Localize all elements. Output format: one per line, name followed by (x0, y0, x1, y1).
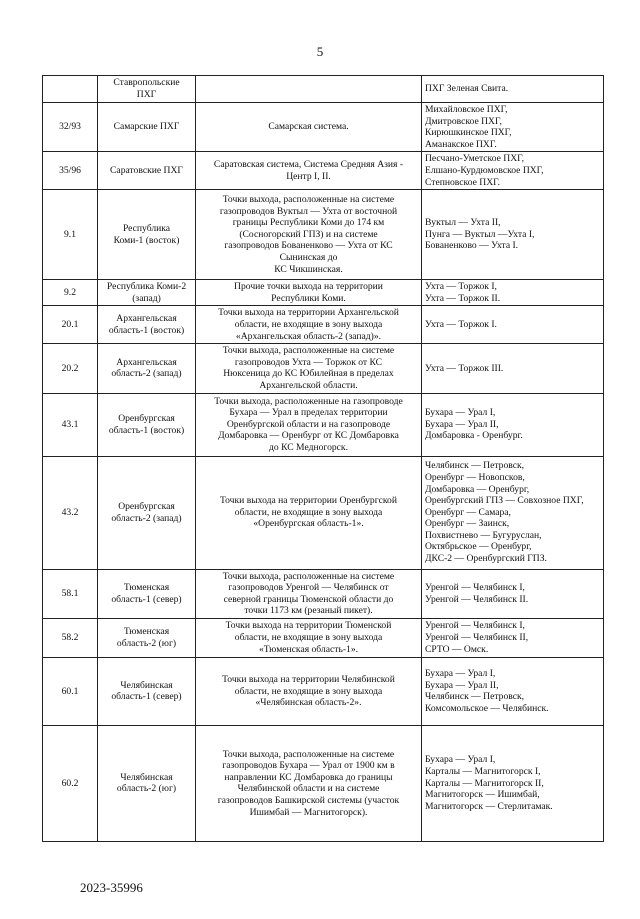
cell-zone-name (98, 393, 196, 456)
cell-line: газопроводов Бованенково — Ухта от КС (224, 240, 393, 252)
table-row (43, 306, 604, 344)
cell-line: Точки выхода, расположенные на системе (222, 194, 395, 206)
cell-zone-description (196, 306, 422, 344)
cell-zone-number: 43.2 (43, 456, 98, 569)
cell-zone-number: 32/93 (43, 103, 98, 152)
table-row (43, 103, 604, 152)
cell-line: область-1 (восток) (108, 424, 185, 436)
cell-line: Дмитровское ПХГ, (425, 115, 502, 127)
cell-line: газопроводов Бухара — Урал от 1900 км в (222, 760, 395, 772)
cell-line: область-2 (юг) (116, 637, 177, 649)
cell-exit-points (422, 569, 604, 618)
cell-line: «Архангельская область-2 (запад)». (235, 330, 382, 342)
cell-line: Оренбург — Самара, (425, 506, 511, 518)
cell-zone-number: 58.1 (43, 569, 98, 618)
cell-line: Кирюшкинское ПХГ, (425, 127, 512, 139)
cell-line: Ухта — Торжок III. (425, 362, 504, 374)
cell-line: Домбаровка - Оренбург. (425, 430, 523, 442)
cell-line: КС Чикшинская. (274, 263, 343, 275)
cell-line: Уренгой — Челябинск II, (425, 632, 529, 644)
cell-line: Сынинская до (279, 252, 338, 264)
cell-zone-description (196, 280, 422, 306)
cell-line: область-1 (север) (111, 593, 182, 605)
cell-zone-description (196, 456, 422, 569)
table-row (43, 344, 604, 393)
cell-zone-number: 60.2 (43, 725, 98, 841)
cell-zone-description (196, 344, 422, 393)
cell-line: ПХГ Зеленая Свита. (425, 83, 509, 95)
cell-zone-name (98, 344, 196, 393)
cell-exit-points (422, 393, 604, 456)
cell-line: Пунга — Вуктыл —Ухта I, (425, 228, 535, 240)
cell-line: Магнитогорск — Ишимбай, (425, 789, 540, 801)
cell-line: Республики Коми. (271, 292, 346, 304)
cell-line: область-2 (запад) (111, 368, 182, 380)
cell-line: область-2 (запад) (111, 512, 182, 524)
cell-zone-name (98, 569, 196, 618)
cell-zone-number: 20.1 (43, 306, 98, 344)
table-row (43, 76, 604, 103)
cell-exit-points (422, 456, 604, 569)
cell-line: Прочие точки выхода на территории (234, 281, 383, 293)
cell-line: Архангельской области. (259, 379, 358, 391)
cell-exit-points (422, 618, 604, 657)
cell-line: (запад) (132, 292, 161, 304)
cell-zone-name (98, 618, 196, 657)
cell-line: ПХГ (136, 89, 157, 100)
table-row (43, 152, 604, 190)
cell-zone-number: 9.1 (43, 190, 98, 280)
cell-line: Бухара — Урал I, (425, 754, 496, 766)
cell-line: «Оренбургская область-1». (253, 518, 364, 530)
cell-line: Уренгой — Челябинск I, (425, 582, 525, 594)
cell-line: Ухта — Торжок I, (425, 281, 497, 293)
cell-line: Саратовские ПХГ (110, 164, 183, 176)
cell-line: Челябинск — Петровск, (425, 691, 525, 703)
cell-line: Комсомольское — Челябинск. (425, 702, 549, 714)
cell-line: Самарские ПХГ (113, 121, 180, 133)
cell-line: Челябинск — Петровск, (425, 460, 525, 472)
cell-line: Республика Коми-2 (106, 281, 187, 293)
cell-line: Бухара — Урал в пределах территории (229, 407, 388, 419)
cell-line: Оренбург — Заинск, (425, 518, 510, 530)
cell-line: газопроводов Ухта — Торжок от КС (234, 356, 383, 368)
cell-line: Саратовская система, Система Средняя Азия - (213, 159, 404, 171)
cell-line: Домбаровка — Оренбург, (425, 483, 530, 495)
cell-line: Челябинская (120, 771, 173, 783)
cell-line: Точки выхода на территории Тюменской (225, 620, 392, 632)
cell-line: газопроводов Вуктыл — Ухта от восточной (219, 205, 398, 217)
cell-line: «Челябинская область-2». (255, 697, 362, 709)
cell-zone-name (98, 190, 196, 280)
cell-line: Коми-1 (восток) (113, 234, 180, 246)
cell-line: Точки выхода на территории Челябинской (222, 673, 395, 685)
cell-zone-description (196, 152, 422, 190)
cell-line: ДКС-2 — Оренбургский ГПЗ. (425, 553, 547, 565)
cell-line: северной границы Тюменской области до (223, 593, 394, 605)
cell-zone-number: 43.1 (43, 393, 98, 456)
cell-line: Ухта — Торжок II. (425, 292, 501, 304)
cell-line: Карталы — Магнитогорск I, (425, 765, 541, 777)
cell-line: Елшано-Курдюмовское ПХГ, (425, 164, 544, 176)
cell-line: область-2 (юг) (116, 783, 177, 795)
cell-line: область-1 (север) (111, 691, 182, 703)
table-row (43, 190, 604, 280)
cell-line: направлении КС Домбаровка до границы (224, 771, 393, 783)
cell-zone-name (98, 657, 196, 725)
cell-line: Похвистнево — Бугуруслан, (425, 529, 542, 541)
table-row (43, 657, 604, 725)
cell-line: Челябинской области и на системе (237, 783, 380, 795)
cell-line: Точки выхода на территории Оренбургской (220, 495, 397, 507)
cell-exit-points (422, 344, 604, 393)
cell-line: Оренбургский ГПЗ — Совхозное ПХГ, (425, 495, 584, 507)
cell-line: области, не входящие в зону выхода (234, 632, 383, 644)
exit-zones-table (42, 75, 604, 842)
cell-line: Вуктыл — Ухта II, (425, 217, 501, 229)
cell-line: Ишимбай — Магнитогорск). (249, 806, 368, 818)
cell-line: до КС Медногорск. (269, 441, 348, 453)
cell-zone-number: 60.1 (43, 657, 98, 725)
cell-line: газопроводов Уренгой — Челябинск от (228, 582, 389, 594)
cell-line: Архангельская (116, 356, 177, 368)
cell-zone-name (98, 306, 196, 344)
cell-line: Уренгой — Челябинск II. (425, 593, 529, 605)
cell-exit-points (422, 306, 604, 344)
cell-exit-points (422, 152, 604, 190)
cell-line: точки 1173 км (резаный пикет). (244, 605, 373, 617)
cell-line: Степновское ПХГ. (425, 176, 500, 188)
cell-zone-description (196, 76, 422, 103)
cell-line: Октябрьское — Оренбург, (425, 541, 532, 553)
cell-line: Тюменская (123, 626, 170, 638)
cell-line: Ухта — Торжок I. (425, 318, 497, 330)
cell-line: Бухара — Урал II, (425, 418, 499, 430)
cell-zone-number (43, 76, 98, 103)
cell-line: СРТО — Омск. (425, 643, 489, 655)
cell-line: Точки выхода, расположенные на системе (222, 748, 395, 760)
table-row (43, 569, 604, 618)
cell-line: Точки выхода, расположенные на газопроводе (214, 395, 403, 407)
cell-zone-description (196, 393, 422, 456)
cell-line: Бухара — Урал II, (425, 679, 499, 691)
table-row (43, 618, 604, 657)
cell-zone-number: 35/96 (43, 152, 98, 190)
cell-line: Точки выхода, расположенные на системе (222, 570, 395, 582)
cell-zone-name (98, 103, 196, 152)
cell-line: Карталы — Магнитогорск II, (425, 777, 544, 789)
cell-zone-description (196, 190, 422, 280)
cell-line: границы Республики Коми до 174 км (232, 217, 385, 229)
cell-line: Точки выхода на территории Архангельской (218, 307, 399, 319)
table-row (43, 280, 604, 306)
cell-line: Аманакское ПХГ. (425, 138, 497, 150)
cell-zone-description (196, 725, 422, 841)
cell-zone-description (196, 657, 422, 725)
cell-line: области, не входящие в зону выхода (234, 506, 383, 518)
cell-zone-description (196, 569, 422, 618)
cell-zone-number: 9.2 (43, 280, 98, 306)
cell-line: Точки выхода, расположенные на системе (222, 345, 395, 357)
cell-exit-points (422, 725, 604, 841)
cell-line: Магнитогорск — Стерлитамак. (425, 800, 553, 812)
cell-line: области, не входящие в зону выхода (234, 318, 383, 330)
cell-line: область-1 (восток) (108, 324, 185, 336)
cell-line: Челябинская (120, 679, 173, 691)
document-number: 2023-35996 (80, 880, 143, 895)
table-row (43, 456, 604, 569)
cell-line: «Тюменская область-1». (258, 643, 359, 655)
table-row (43, 393, 604, 456)
cell-zone-name (98, 76, 196, 103)
cell-exit-points (422, 103, 604, 152)
table-row (43, 725, 604, 841)
cell-line: газопроводов Башкирской системы (участок (217, 794, 400, 806)
cell-line: Оренбургской области и на газопроводе (226, 418, 391, 430)
cell-line: Тюменская (123, 582, 170, 594)
cell-zone-name (98, 725, 196, 841)
cell-line: Домбаровка — Оренбург от КС Домбаровка (218, 430, 399, 442)
cell-line: Самарская система. (268, 121, 349, 133)
cell-line: области, не входящие в зону выхода (234, 685, 383, 697)
cell-exit-points (422, 657, 604, 725)
cell-exit-points (422, 190, 604, 280)
cell-line: Оренбургская (118, 412, 175, 424)
page-number: 5 (316, 44, 324, 59)
cell-zone-name (98, 152, 196, 190)
cell-line: (Сосногорский ГПЗ) и на системе (239, 228, 378, 240)
cell-zone-description (196, 618, 422, 657)
cell-line: Уренгой — Челябинск I, (425, 620, 525, 632)
table-body (43, 76, 604, 842)
cell-line: Центр I, II. (286, 170, 331, 182)
cell-line: Ставропольские (113, 77, 180, 89)
cell-line: Оренбург — Новопсков, (425, 471, 525, 483)
cell-zone-description (196, 103, 422, 152)
cell-zone-number: 20.2 (43, 344, 98, 393)
cell-line: Бованенково — Ухта I. (425, 240, 519, 252)
cell-zone-name (98, 280, 196, 306)
cell-line: Михайловское ПХГ, (425, 104, 508, 115)
cell-exit-points (422, 280, 604, 306)
cell-line: Песчано-Уметское ПХГ, (425, 153, 525, 165)
cell-line: Нюксеница до КС Юбилейная в пределах (223, 368, 394, 380)
cell-line: Республика (122, 223, 171, 235)
cell-zone-name (98, 456, 196, 569)
cell-line: Бухара — Урал I, (425, 668, 496, 680)
cell-zone-number: 58.2 (43, 618, 98, 657)
cell-line: Бухара — Урал I, (425, 407, 496, 419)
cell-line: Архангельская (116, 313, 177, 325)
cell-line: Оренбургская (118, 500, 175, 512)
cell-exit-points (422, 76, 604, 103)
